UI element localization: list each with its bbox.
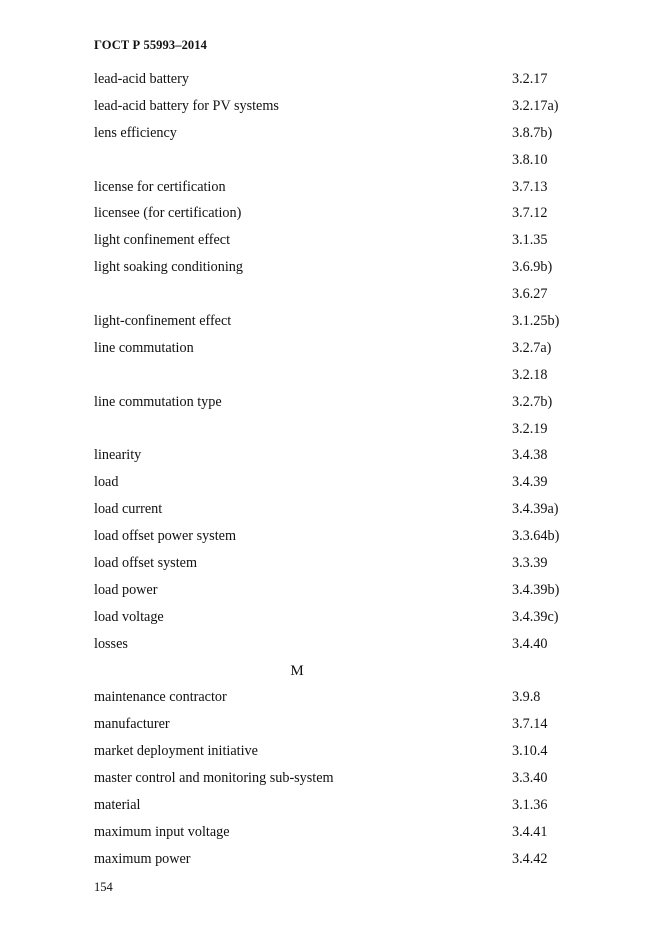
index-reference: 3.2.7b): [512, 393, 553, 410]
section-letter: M: [290, 662, 304, 679]
index-reference: 3.3.40: [512, 770, 548, 787]
index-entry: [0, 496, 661, 523]
index-reference: 3.3.39: [512, 555, 548, 572]
index-reference: 3.10.4: [512, 743, 548, 760]
index-entry: [0, 120, 661, 147]
index-entry: [0, 362, 661, 389]
index-entry: [0, 174, 661, 201]
index-reference: 3.4.39a): [512, 501, 559, 518]
document-header: ГОСТ Р 55993–2014: [94, 38, 207, 52]
index-reference: 3.4.39: [512, 474, 548, 491]
index-term: line commutation: [94, 339, 194, 356]
index-entry: [0, 846, 661, 873]
index-entry: [0, 765, 661, 792]
index-reference: 3.6.9b): [512, 259, 553, 276]
index-term: maintenance contractor: [94, 689, 227, 706]
index-reference: 3.7.12: [512, 205, 548, 222]
index-reference: 3.8.7b): [512, 124, 553, 141]
index-entry: [0, 254, 661, 281]
index-term: manufacturer: [94, 716, 170, 733]
index-reference: 3.2.17a): [512, 97, 559, 114]
index-entry: [0, 66, 661, 93]
index-entry: [0, 711, 661, 738]
index-reference: 3.3.64b): [512, 528, 560, 545]
index-entry: [0, 792, 661, 819]
index-term: lead-acid battery for PV systems: [94, 97, 279, 114]
index-entry: [0, 147, 661, 174]
index-term: load voltage: [94, 608, 164, 625]
index-term: linearity: [94, 447, 142, 464]
index-reference: 3.2.7a): [512, 339, 552, 356]
index-term: light confinement effect: [94, 232, 231, 249]
index-reference: 3.4.41: [512, 823, 548, 840]
index-term: master control and monitoring sub-system: [94, 770, 334, 787]
index-term: line commutation type: [94, 393, 222, 410]
index-term: market deployment initiative: [94, 743, 258, 760]
index-term: load offset system: [94, 555, 197, 572]
index-entry: [0, 227, 661, 254]
index-section-letter-row: [0, 658, 661, 685]
index-entry: [0, 335, 661, 362]
index-reference: 3.4.38: [512, 447, 548, 464]
index-entry: [0, 631, 661, 658]
index-entry: [0, 577, 661, 604]
index-reference: 3.7.14: [512, 716, 548, 733]
index-entry: [0, 416, 661, 443]
index-entry: [0, 389, 661, 416]
index-term: load power: [94, 581, 158, 598]
index-term: maximum power: [94, 850, 191, 867]
index-term: losses: [94, 635, 128, 652]
index-entry: [0, 308, 661, 335]
index-term: load offset power system: [94, 528, 236, 545]
index-term: material: [94, 797, 141, 814]
page-number: 154: [94, 880, 113, 894]
index-entry: [0, 684, 661, 711]
index-term: lead-acid battery: [94, 71, 189, 87]
index-term: licensee (for certification): [94, 205, 242, 222]
index-reference: 3.2.17: [512, 71, 548, 87]
index-reference: 3.9.8: [512, 689, 541, 706]
index-term: license for certification: [94, 178, 226, 195]
index-reference: 3.8.10: [512, 151, 548, 168]
index-reference: 3.6.27: [512, 286, 548, 303]
index-reference: 3.4.40: [512, 635, 548, 652]
index-entry: [0, 550, 661, 577]
index-reference: 3.1.25b): [512, 313, 560, 330]
index-entry: [0, 523, 661, 550]
index-reference: 3.4.39b): [512, 581, 560, 598]
index-entry: [0, 469, 661, 496]
index-reference: 3.1.35: [512, 232, 548, 249]
index-term: light soaking conditioning: [94, 259, 243, 276]
index-entry: [0, 442, 661, 469]
index-term: load current: [94, 501, 163, 518]
index-term: light-confinement effect: [94, 313, 232, 330]
index-entry-list: [0, 66, 661, 873]
index-term: lens efficiency: [94, 124, 177, 141]
index-reference: 3.1.36: [512, 797, 548, 814]
index-reference: 3.4.39c): [512, 608, 559, 625]
index-entry: [0, 738, 661, 765]
index-reference: 3.7.13: [512, 178, 548, 195]
index-reference: 3.4.42: [512, 850, 548, 867]
index-term: maximum input voltage: [94, 823, 230, 840]
index-term: load: [94, 474, 119, 491]
index-reference: 3.2.19: [512, 420, 548, 437]
index-entry: [0, 819, 661, 846]
index-entry: [0, 200, 661, 227]
index-reference: 3.2.18: [512, 366, 548, 383]
index-entry: [0, 93, 661, 120]
index-entry: [0, 604, 661, 631]
index-entry: [0, 281, 661, 308]
